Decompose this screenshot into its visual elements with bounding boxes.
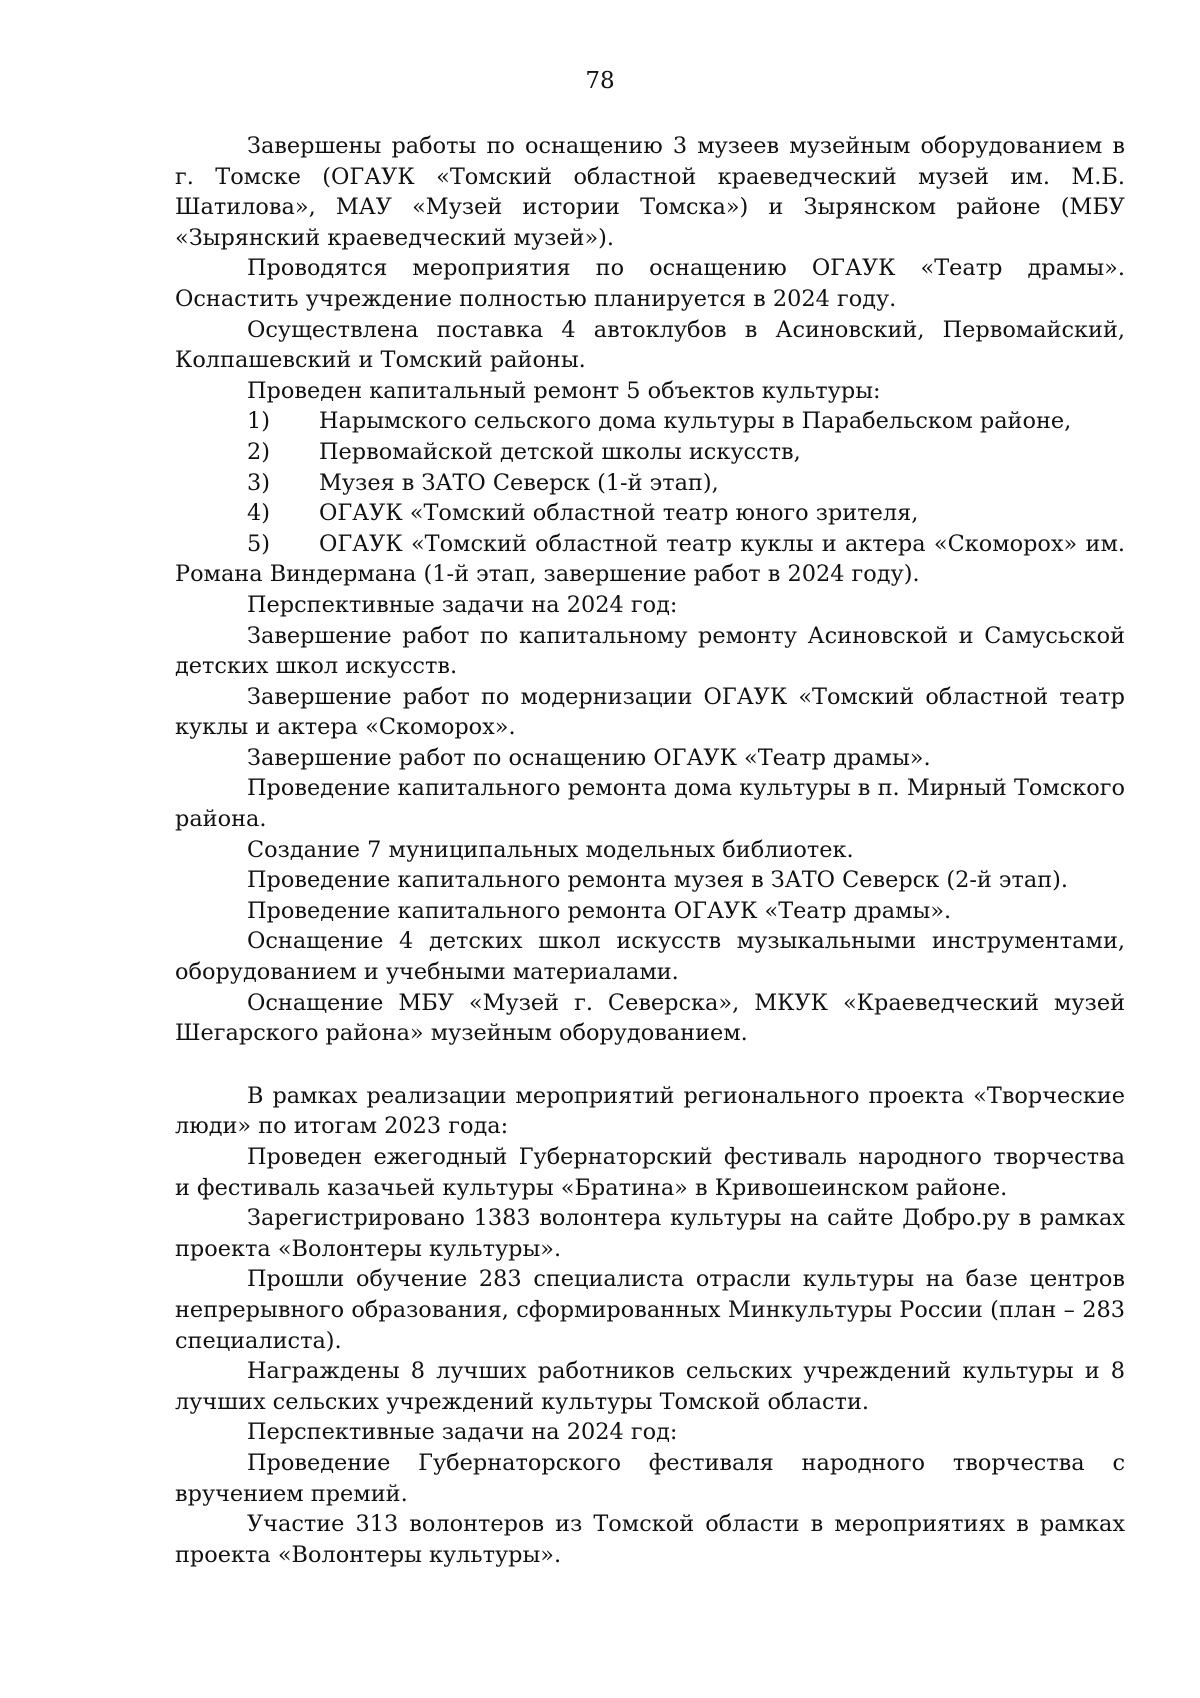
paragraph: Создание 7 муниципальных модельных библиотек. [247, 836, 854, 863]
paragraph: Оснащение 4 детских школ искусств музыкальными инструментами, оборудованием и учебными материалами. [175, 928, 1125, 986]
list-number: 3) [247, 469, 270, 496]
list-item [175, 468, 1125, 499]
list-item [175, 529, 1125, 590]
list-item [175, 437, 1125, 468]
list-number: 2) [247, 438, 270, 465]
paragraph: Осуществлена поставка 4 автоклубов в Асиновский, Первомайский, Колпашевский и Томский районы. [175, 316, 1125, 374]
paragraph: Перспективные задачи на 2024 год: [247, 1419, 678, 1446]
section-spacer [175, 1049, 1125, 1081]
list-item [175, 406, 1125, 437]
paragraph: Участие 313 волонтеров из Томской области в мероприятиях в рамках проекта «Волонтеры культуры». [175, 1511, 1125, 1568]
paragraph: Оснащение МБУ «Музей г. Северска», МКУК «Краеведческий музей Шегарского района» музейным оборудованием. [175, 989, 1125, 1047]
list-text: ОГАУК «Томский областной театр юного зрителя, [319, 500, 919, 527]
page-number: 78 [585, 68, 615, 94]
paragraph: Зарегистрировано 1383 волонтера культуры на сайте Добро.ру в рамках проекта «Волонтеры культуры». [175, 1205, 1125, 1262]
paragraph: Проведение капитального ремонта дома культуры в п. Мирный Томского района. [175, 775, 1125, 833]
list-text: Музея в ЗАТО Северск (1-й этап), [319, 469, 719, 496]
list-text: Нарымского сельского дома культуры в Парабельском районе, [319, 408, 1072, 435]
paragraph: Проведение Губернаторского фестиваля народного творчества с вручением премий. [175, 1449, 1125, 1507]
paragraph: Перспективные задачи на 2024 год: [247, 591, 678, 618]
list-number: 1) [247, 408, 270, 435]
list-item [175, 498, 1125, 529]
paragraph: Завершены работы по оснащению 3 музеев музейным оборудованием в г. Томске (ОГАУК «Томский областной краеведческий музей им. М.Б. Шатилова», МАУ «Музей истории Томска») и Зырянском районе (МБУ «Зырянский краеведческий музей»). [175, 133, 1125, 251]
paragraph: Проведение капитального ремонта музея в ЗАТО Северск (2-й этап). [247, 867, 1068, 894]
list-text: Первомайской детской школы искусств, [319, 438, 801, 465]
paragraph: Проведен ежегодный Губернаторский фестиваль народного творчества и фестиваль казачьей культуры «Братина» в Кривошеинском районе. [175, 1144, 1125, 1201]
paragraph: В рамках реализации мероприятий регионального проекта «Творческие люди» по итогам 2023 года: [175, 1082, 1125, 1140]
paragraph: Завершение работ по капитальному ремонту Асиновской и Самусьской детских школ искусств. [175, 622, 1125, 680]
document-body [175, 131, 1125, 1570]
list-text: ОГАУК «Томский областной театр куклы и актера «Скоморох» им. Романа Виндермана (1-й этап, завершение работ в 2024 году). [175, 530, 1125, 588]
paragraph: Прошли обучение 283 специалиста отрасли культуры на базе центров непрерывного образования, сформированных Минкультуры России (план – 283 специалиста). [175, 1266, 1125, 1354]
paragraph: Проводятся мероприятия по оснащению ОГАУК «Театр драмы». Оснастить учреждение полностью планируется в 2024 году. [175, 255, 1125, 312]
paragraph: Завершение работ по оснащению ОГАУК «Театр драмы». [247, 744, 931, 771]
paragraph: Проведен капитальный ремонт 5 объектов культуры: [247, 377, 881, 404]
paragraph: Завершение работ по модернизации ОГАУК «Томский областной театр куклы и актера «Скоморох». [175, 683, 1125, 741]
paragraph: Проведение капитального ремонта ОГАУК «Театр драмы». [247, 897, 952, 924]
paragraph: Награждены 8 лучших работников сельских учреждений культуры и 8 лучших сельских учреждений культуры Томской области. [175, 1358, 1125, 1415]
list-number: 5) [247, 530, 270, 557]
list-number: 4) [247, 500, 270, 527]
